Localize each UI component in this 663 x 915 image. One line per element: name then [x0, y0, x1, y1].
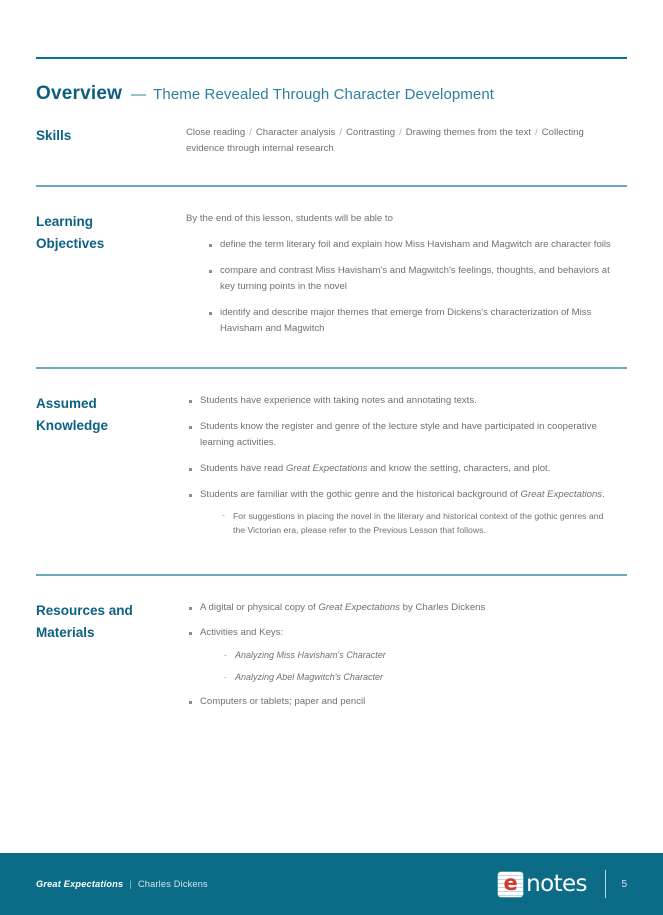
skill-item: Close reading: [186, 127, 246, 138]
italic-title: Great Expectations: [318, 602, 400, 613]
footer-citation: [36, 879, 208, 889]
footer-author: Charles Dickens: [137, 879, 208, 889]
skill-separator: /: [399, 127, 402, 138]
learning-objectives-intro: By the end of this lesson, students will be able to: [186, 213, 393, 224]
skill-separator: /: [535, 127, 538, 138]
title-dash: —: [131, 86, 147, 103]
assumed-knowledge-item: Students have experience with taking notes and annotating texts.: [186, 393, 610, 409]
resource-item: Computers or tablets; paper and pencil: [186, 694, 620, 710]
label-line-2: Knowledge: [36, 418, 109, 433]
resource-item: Activities and Keys: - Analyzing Miss Havisham's Character - Analyzing Abel Magwitch's Character: [186, 625, 620, 685]
notepad-icon: [498, 872, 523, 897]
assumed-knowledge-item: Students are familiar with the gothic genre and the historical background of Great Expectations. - For suggestions in placing the novel in the literary and historical context of the gothic genres and the Victorian era, please refer to the Previous Lesson that follows.: [186, 487, 610, 537]
assumed-knowledge-item: Students have read Great Expectations and know the setting, characters, and plot.: [186, 461, 610, 477]
resources-sublist: [224, 648, 620, 685]
section-skills: [36, 105, 627, 185]
label-line-1: Assumed: [36, 396, 97, 411]
skill-item: Drawing themes from the text: [405, 127, 532, 138]
section-resources-materials: [36, 576, 627, 743]
overview-heading: [36, 59, 627, 105]
page-subtitle: Theme Revealed Through Character Development: [153, 86, 495, 103]
section-learning-objectives: [36, 187, 627, 367]
section-body-skills: [186, 125, 627, 157]
footer-brand-area: [498, 870, 627, 898]
footer-book-title: Great Expectations: [36, 879, 124, 889]
assumed-knowledge-item: Students know the register and genre of the lecture style and have participated in cooperative learning activities.: [186, 419, 610, 451]
label-line-1: Learning: [36, 214, 94, 229]
assumed-knowledge-subitem: - For suggestions in placing the novel in the literary and historical context of the gothic genres and the Victorian era, please refer to the Previous Lesson that follows.: [222, 509, 610, 537]
section-body-learning-objectives: [186, 211, 627, 337]
document-page: [0, 57, 663, 915]
italic-title: Great Expectations: [285, 463, 368, 474]
label-line-2: Objectives: [36, 236, 105, 251]
page-title: Overview: [36, 83, 123, 104]
skill-item: Collecting evidence through internal research: [186, 127, 584, 154]
italic-title: Great Expectations: [520, 489, 603, 500]
page-content: [0, 57, 663, 743]
label-line-2: Materials: [36, 625, 95, 640]
logo-wordmark: notes: [526, 871, 587, 897]
logo-letter-e: e: [503, 870, 518, 895]
assumed-knowledge-sublist: [222, 509, 610, 537]
section-body-resources-materials: [186, 600, 627, 719]
enotes-logo[interactable]: [498, 871, 587, 897]
resources-list: [186, 600, 627, 710]
section-label-resources-materials: [36, 600, 186, 644]
skill-item: Contrasting: [346, 127, 396, 138]
label-line-1: Resources and: [36, 603, 133, 618]
section-assumed-knowledge: [36, 369, 627, 574]
learning-objectives-list: [206, 237, 627, 337]
assumed-knowledge-list: [186, 393, 627, 537]
learning-objective-item: identify and describe major themes that emerge from Dickens's characterization of Miss Havisham and Magwitch: [206, 305, 620, 337]
resource-subitem: - Analyzing Miss Havisham's Character: [224, 648, 620, 663]
section-label-assumed-knowledge: [36, 393, 186, 437]
page-footer: [0, 853, 663, 915]
skill-separator: /: [249, 127, 252, 138]
learning-objective-item: compare and contrast Miss Havisham's and Magwitch's feelings, thoughts, and behaviors at key turning points in the novel: [206, 263, 620, 295]
learning-objective-item: define the term literary foil and explain how Miss Havisham and Magwitch are character foils: [206, 237, 620, 253]
footer-separator: |: [129, 879, 132, 889]
skill-separator: /: [339, 127, 342, 138]
skill-item: Character analysis: [255, 127, 336, 138]
resource-subitem: - Analyzing Abel Magwitch's Character: [224, 670, 620, 685]
section-label-learning-objectives: [36, 211, 186, 255]
resource-item: A digital or physical copy of Great Expectations by Charles Dickens: [186, 600, 620, 616]
skills-list: [186, 125, 616, 157]
footer-vertical-divider: [605, 870, 607, 898]
page-number: 5: [621, 878, 627, 890]
section-body-assumed-knowledge: [186, 393, 627, 540]
section-label-skills: Skills: [36, 128, 72, 143]
